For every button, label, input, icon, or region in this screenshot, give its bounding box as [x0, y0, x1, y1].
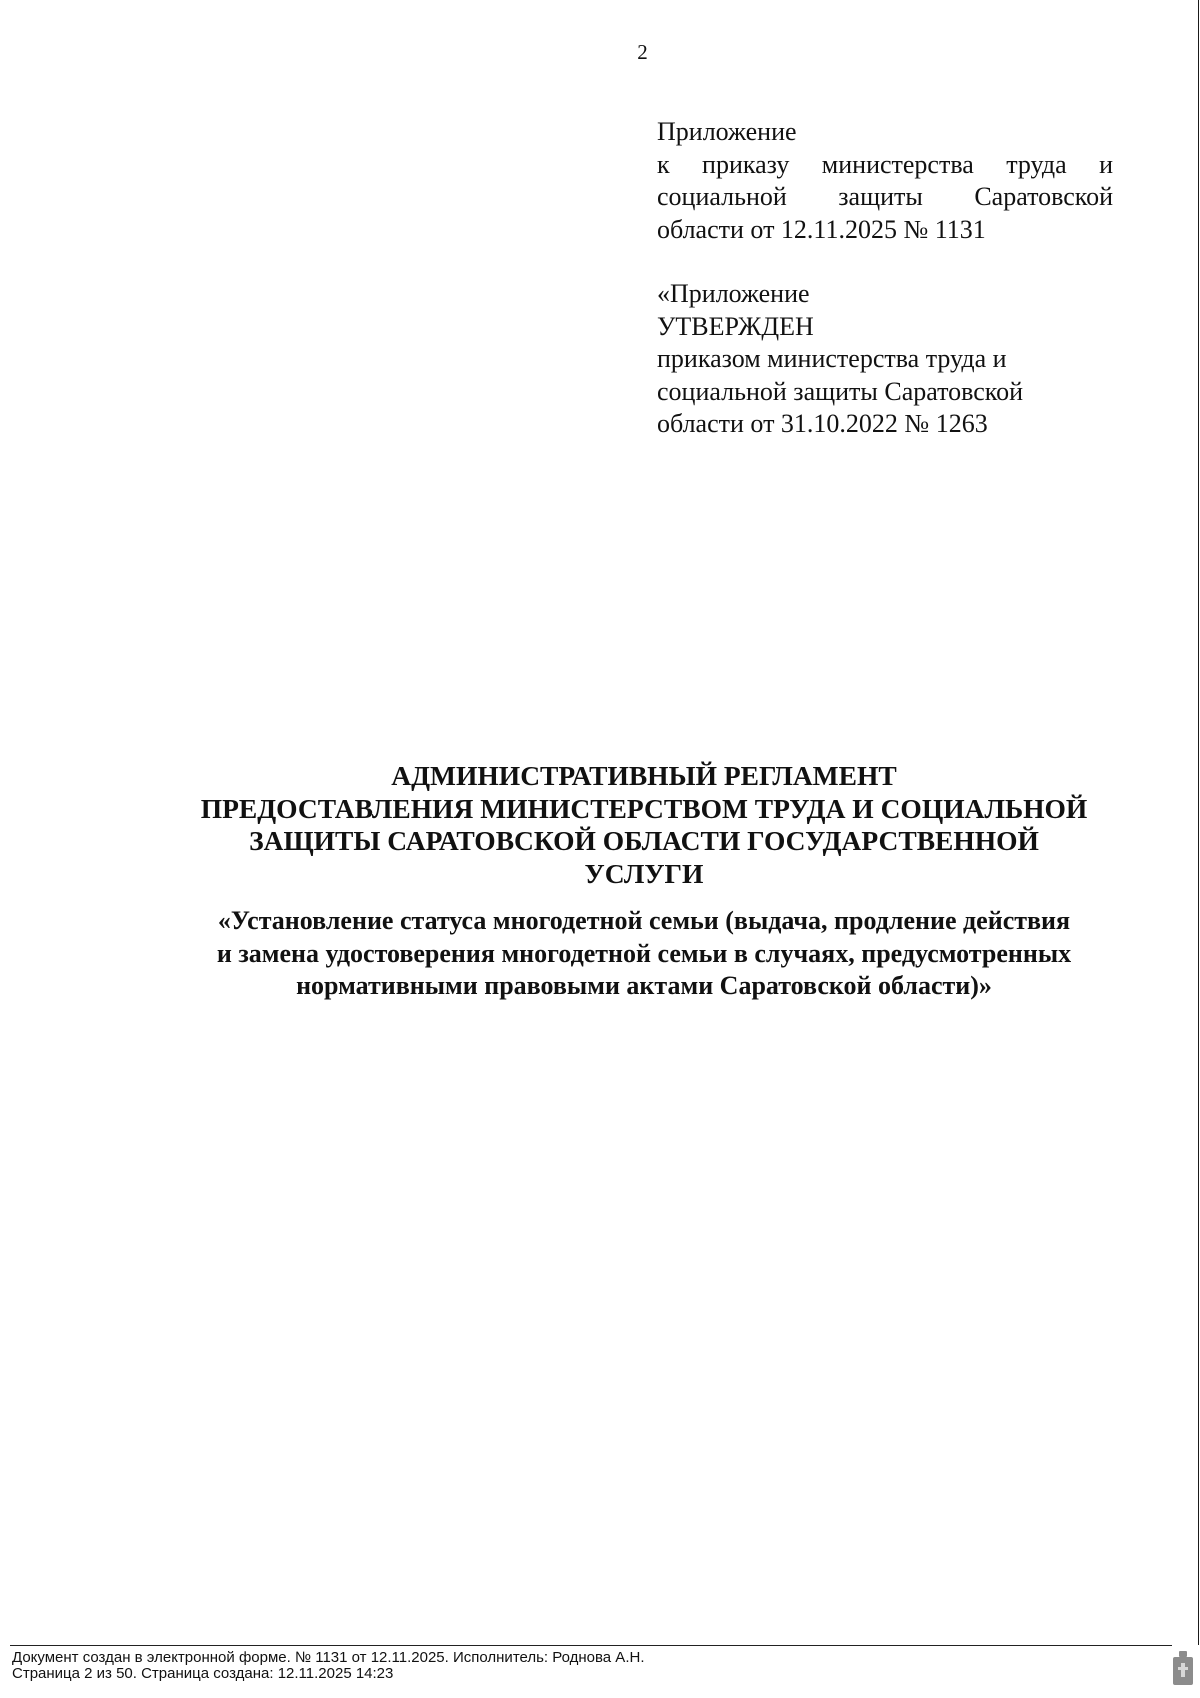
appendix-reference	[657, 116, 1113, 246]
title-line: АДМИНИСТРАТИВНЫЙ РЕГЛАМЕНТ	[391, 760, 897, 791]
approval-line: социальной защиты Саратовской	[657, 376, 1024, 406]
service-name	[160, 905, 1128, 1003]
page-number: 2	[637, 40, 648, 64]
coat-of-arms-icon	[1172, 1650, 1194, 1686]
appendix-line: области от 12.11.2025 № 1131	[657, 214, 986, 244]
right-margin-rule	[1198, 0, 1199, 1645]
service-name-line: «Установление статуса многодетной семьи (выдача, продление действия	[217, 906, 1071, 935]
title-line: ПРЕДОСТАВЛЕНИЯ МИНИСТЕРСТВОМ ТРУДА И СОЦИАЛЬНОЙ	[200, 792, 1088, 824]
approval-stamp	[657, 278, 1113, 441]
approval-line: области от 31.10.2022 № 1263	[657, 409, 988, 438]
title-line: УСЛУГИ	[584, 857, 704, 889]
approval-line: приказом министерства труда и	[657, 344, 1007, 373]
approval-line: УТВЕРЖДЕН	[657, 311, 814, 341]
document-footer	[12, 1650, 644, 1682]
footer-page-info: Страница 2 из 50. Страница создана: 12.11.2025 14:23	[12, 1665, 394, 1682]
appendix-line: к приказу министерства труда и	[657, 149, 1113, 179]
footer-document-info: Документ создан в электронной форме. № 1131 от 12.11.2025. Исполнитель: Роднова А.Н.	[12, 1649, 645, 1666]
appendix-line: социальной защиты Саратовской	[657, 182, 1113, 211]
title-line: ЗАЩИТЫ САРАТОВСКОЙ ОБЛАСТИ ГОСУДАРСТВЕННОЙ	[249, 825, 1039, 856]
service-name-line: и замена удостоверения многодетной семьи в случаях, предусмотренных	[216, 938, 1072, 968]
approval-line: «Приложение	[657, 279, 810, 308]
appendix-line: Приложение	[657, 117, 797, 146]
footer-divider	[10, 1645, 1172, 1646]
document-title	[160, 760, 1128, 890]
service-name-line: нормативными правовыми актами Саратовской области)»	[296, 971, 992, 1000]
